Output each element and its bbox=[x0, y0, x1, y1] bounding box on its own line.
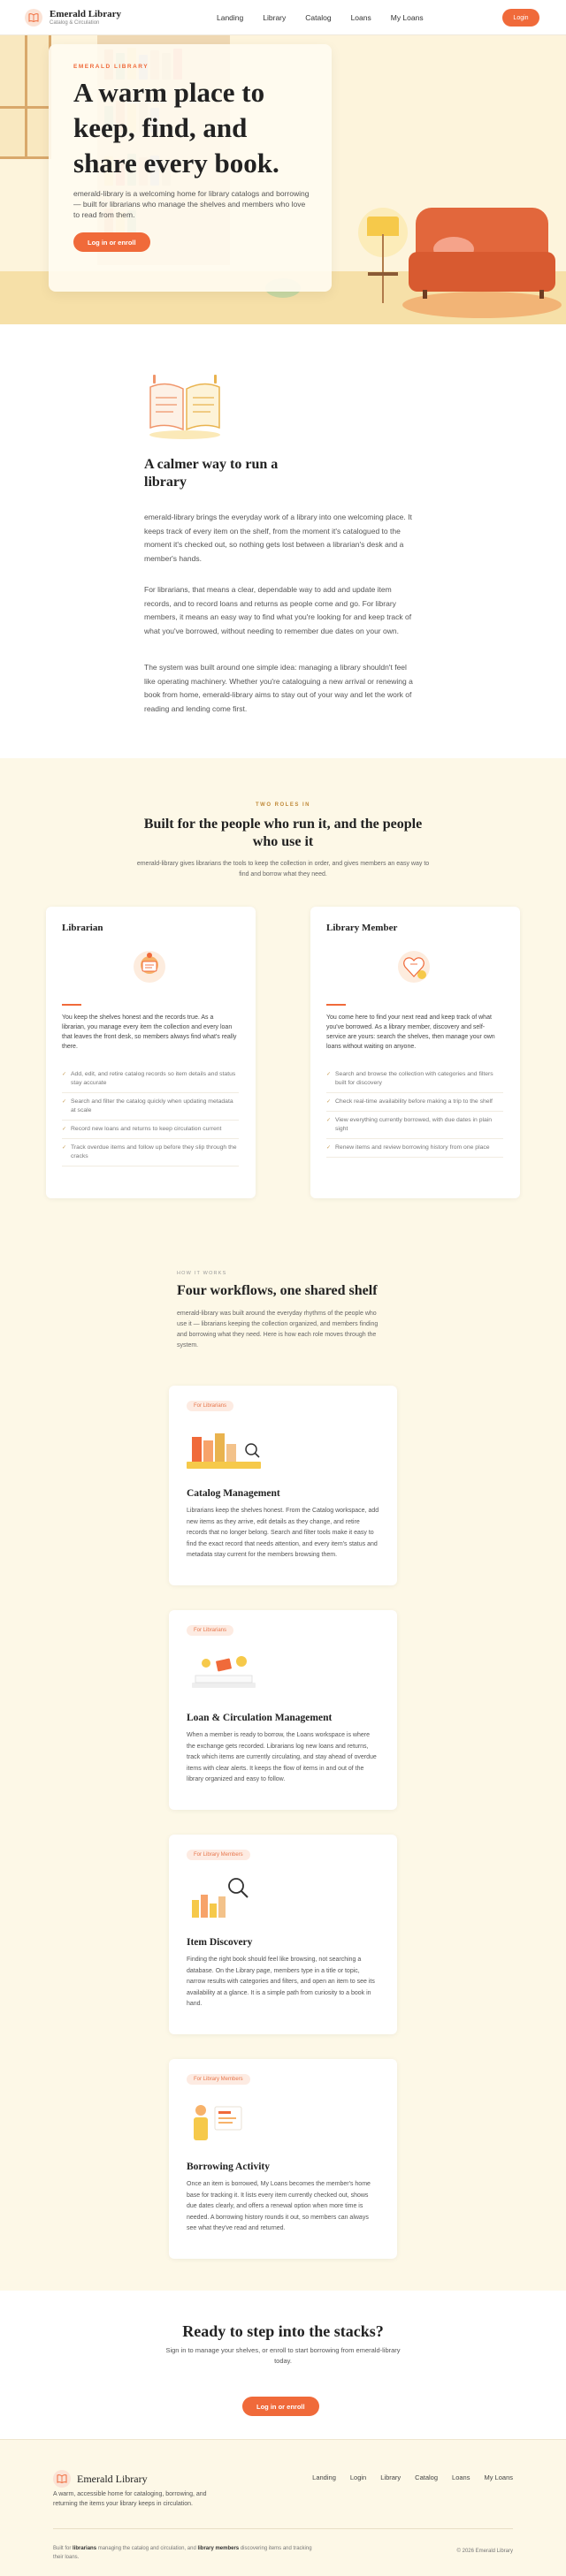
workflow-title: Borrowing Activity bbox=[187, 2162, 271, 2172]
hero-card bbox=[49, 44, 332, 292]
site-footer bbox=[0, 2439, 566, 2576]
accent-divider bbox=[326, 1004, 346, 1006]
footer-link-my-loans[interactable]: My Loans bbox=[484, 2473, 513, 2481]
capability-item: ✓ Record new loans and returns to keep circulation current bbox=[62, 1121, 239, 1139]
login-button[interactable]: Login bbox=[502, 9, 539, 27]
hero-title: A warm place to keep, find, and share every book. bbox=[73, 77, 279, 179]
capability-item: ✓ Renew items and review borrowing history from one place bbox=[326, 1139, 503, 1158]
borrowing-activity-icon bbox=[187, 2094, 272, 2153]
note-members: library members bbox=[197, 2546, 240, 2551]
role-title: Library Member bbox=[326, 923, 398, 933]
workflow-description: Librarians keep the shelves honest. From the Catalog workspace, add new items as they arrive, edit details as they change, and retire records that no longer belong. Search and filter tools make it easy to find the exact record that needs attention, and every item's status and metadata stay current for the members browsing them. bbox=[187, 1508, 379, 1558]
capability-item: ✓ Search and browse the collection with categories and filters built for discovery bbox=[326, 1066, 503, 1093]
final-cta-button[interactable]: Log in or enroll bbox=[242, 2397, 319, 2416]
workflow-title: Loan & Circulation Management bbox=[187, 1713, 333, 1723]
footer-link-library[interactable]: Library bbox=[380, 2473, 402, 2481]
capability-item: ✓ Track overdue items and follow up before they slip through the cracks bbox=[62, 1139, 239, 1166]
footer-link-catalog[interactable]: Catalog bbox=[415, 2473, 439, 2481]
librarian-role-card bbox=[46, 907, 256, 1198]
open-book-logo-icon bbox=[53, 2470, 71, 2488]
workflow-card-borrowing bbox=[169, 2059, 397, 2259]
final-cta-subtitle: Sign in to manage your shelves, or enroll to start borrowing from emerald-library today. bbox=[165, 2346, 401, 2365]
hero-eyebrow: EMERALD LIBRARY bbox=[73, 64, 149, 70]
site-header bbox=[0, 0, 566, 35]
copyright: © 2026 Emerald Library bbox=[456, 2549, 513, 2554]
nav-my-loans[interactable]: My Loans bbox=[390, 13, 424, 22]
intro-title: A calmer way to run a library bbox=[144, 457, 279, 490]
open-book-logo-icon bbox=[25, 9, 42, 27]
workflows-title: Four workflows, one shared shelf bbox=[177, 1283, 378, 1298]
capability-item: ✓ Check real-time availability before making a trip to the shelf bbox=[326, 1093, 503, 1112]
circulation-desk-icon bbox=[187, 1645, 272, 1704]
catalog-books-icon bbox=[187, 1421, 272, 1479]
nav-catalog[interactable]: Catalog bbox=[305, 13, 332, 22]
main-nav bbox=[217, 0, 424, 35]
roles-eyebrow: TWO ROLES IN bbox=[256, 802, 310, 808]
accent-divider bbox=[62, 1004, 81, 1006]
role-description: You come here to find your next read and keep track of what you've borrowed. As a library member, discovery and self-service are yours: search the shelves, then manage your own loans without waiting on anyone. bbox=[326, 1014, 495, 1050]
member-heart-icon bbox=[394, 947, 433, 988]
workflow-title: Catalog Management bbox=[187, 1488, 280, 1499]
brand-tagline: Catalog & Circulation bbox=[50, 20, 100, 26]
footer-brand-name: Emerald Library bbox=[77, 2472, 148, 2485]
member-role-card bbox=[310, 907, 520, 1198]
workflow-description: Once an item is borrowed, My Loans becomes the member's home base for tracking it. It lists every item currently checked out, shows due dates clearly, and offers a renewal option when more time is needed. A borrowing history rounds it out, so members can always see what they've read and returned. bbox=[187, 2181, 371, 2231]
nav-library[interactable]: Library bbox=[263, 13, 287, 22]
note-librarians: librarians bbox=[73, 2546, 97, 2551]
capability-item: ✓ View everything currently borrowed, with due dates in plain sight bbox=[326, 1112, 503, 1139]
note-text: Built for bbox=[53, 2546, 72, 2551]
nav-landing[interactable]: Landing bbox=[217, 13, 244, 22]
note-text: managing the catalog and circulation, and bbox=[97, 2546, 196, 2551]
discovery-search-icon bbox=[187, 1870, 272, 1928]
workflows-subtitle: emerald-library was built around the everyday rhythms of the people who use it — librarians keeping the collection organized, and members finding and borrowing what they need. Here is how each role moves through the system. bbox=[177, 1311, 379, 1349]
workflow-description: Finding the right book should feel like browsing, not searching a database. On the Library page, members type in a title or topic, narrow results with categories and filters, and open an item to see its availability at a glance. It is a simple path from curiosity to a book in hand. bbox=[187, 1957, 375, 2007]
footer-note bbox=[53, 2544, 318, 2562]
footer-link-loans[interactable]: Loans bbox=[452, 2473, 470, 2481]
footer-link-login[interactable]: Login bbox=[349, 2473, 367, 2481]
capability-item: ✓ Search and filter the catalog quickly when updating metadata at scale bbox=[62, 1093, 239, 1121]
footer-nav bbox=[312, 2473, 513, 2481]
roles-subtitle: emerald-library gives librarians the tools to keep the collection in order, and gives members an easy way to find and borrow what they need. bbox=[136, 861, 430, 878]
brand-name: Emerald Library bbox=[50, 9, 121, 19]
sofa-seat bbox=[409, 252, 555, 292]
open-book-illustration bbox=[142, 371, 228, 444]
intro-paragraph: The system was built around one simple idea: managing a library shouldn't feel like operating machinery. Whether you're cataloguing a new arrival or renewing a book from home, emerald-library aims to stay out of your way and let the work of reading and lending come first. bbox=[144, 663, 413, 713]
window-illustration bbox=[0, 35, 51, 159]
audience-pill: For Library Members bbox=[187, 1850, 250, 1860]
audience-pill: For Librarians bbox=[187, 1401, 233, 1411]
audience-pill: For Library Members bbox=[187, 2074, 250, 2085]
workflows-eyebrow: HOW IT WORKS bbox=[177, 1271, 227, 1276]
nav-loans[interactable]: Loans bbox=[350, 13, 371, 22]
workflow-card-discovery bbox=[169, 1835, 397, 2034]
roles-title: Built for the people who run it, and the people who use it bbox=[143, 817, 423, 849]
hero-section bbox=[0, 35, 566, 324]
librarian-badge-icon bbox=[130, 947, 169, 988]
footer-divider bbox=[53, 2528, 513, 2529]
workflow-card-catalog bbox=[169, 1386, 397, 1585]
capability-item: ✓ Add, edit, and retire catalog records so item details and status stay accurate bbox=[62, 1066, 239, 1093]
audience-pill: For Librarians bbox=[187, 1625, 233, 1636]
hero-subtitle: emerald-library is a welcoming home for library catalogs and borrowing — built for librarians who manage the shelves and members who love to read from them. bbox=[73, 189, 310, 219]
floor-lamp-illustration bbox=[367, 217, 399, 236]
final-cta-title: Ready to step into the stacks? bbox=[182, 2322, 384, 2340]
sofa-leg bbox=[539, 290, 544, 299]
note-text: discovering items and tracking their loans. bbox=[53, 2546, 312, 2560]
hero-cta-button[interactable]: Log in or enroll bbox=[73, 232, 150, 252]
workflow-card-loans bbox=[169, 1610, 397, 1810]
footer-brand[interactable] bbox=[53, 2470, 148, 2488]
sofa-leg bbox=[423, 290, 427, 299]
role-title: Librarian bbox=[62, 923, 103, 933]
side-table bbox=[368, 272, 398, 276]
member-capabilities-list bbox=[326, 1066, 503, 1158]
lamp-pole bbox=[382, 234, 384, 303]
intro-paragraph: For librarians, that means a clear, dependable way to add and update item records, and to record loans and returns as people come and go. For library members, it means an easy way to find what you're looking for and keep track of what you've borrowed, without needing to remember due dates on your own. bbox=[144, 585, 412, 635]
footer-description: A warm, accessible home for cataloging, borrowing, and returning the items your library keeps in circulation. bbox=[53, 2491, 207, 2507]
librarian-capabilities-list bbox=[62, 1066, 239, 1166]
intro-paragraph: emerald-library brings the everyday work of a library into one welcoming place. It keeps track of every item on the shelf, from the moment it's catalogued to the moment it's checked out, so nothing gets lost between a librarian's desk and a member's hands. bbox=[144, 513, 412, 563]
role-description: You keep the shelves honest and the records true. As a librarian, you manage every item the collection and every loan that leaves the front desk, so members always find what's really there. bbox=[62, 1014, 237, 1050]
workflow-title: Item Discovery bbox=[187, 1937, 253, 1948]
workflow-description: When a member is ready to borrow, the Loans workspace is where the exchange gets recorded. Librarians log new loans and returns, track which items are currently circulating, and stay ahead of overdue items with clear alerts. It keeps the flow of items in and out of the library organized and easy to follow. bbox=[187, 1732, 377, 1782]
brand[interactable] bbox=[25, 9, 121, 27]
footer-link-landing[interactable]: Landing bbox=[312, 2473, 336, 2481]
